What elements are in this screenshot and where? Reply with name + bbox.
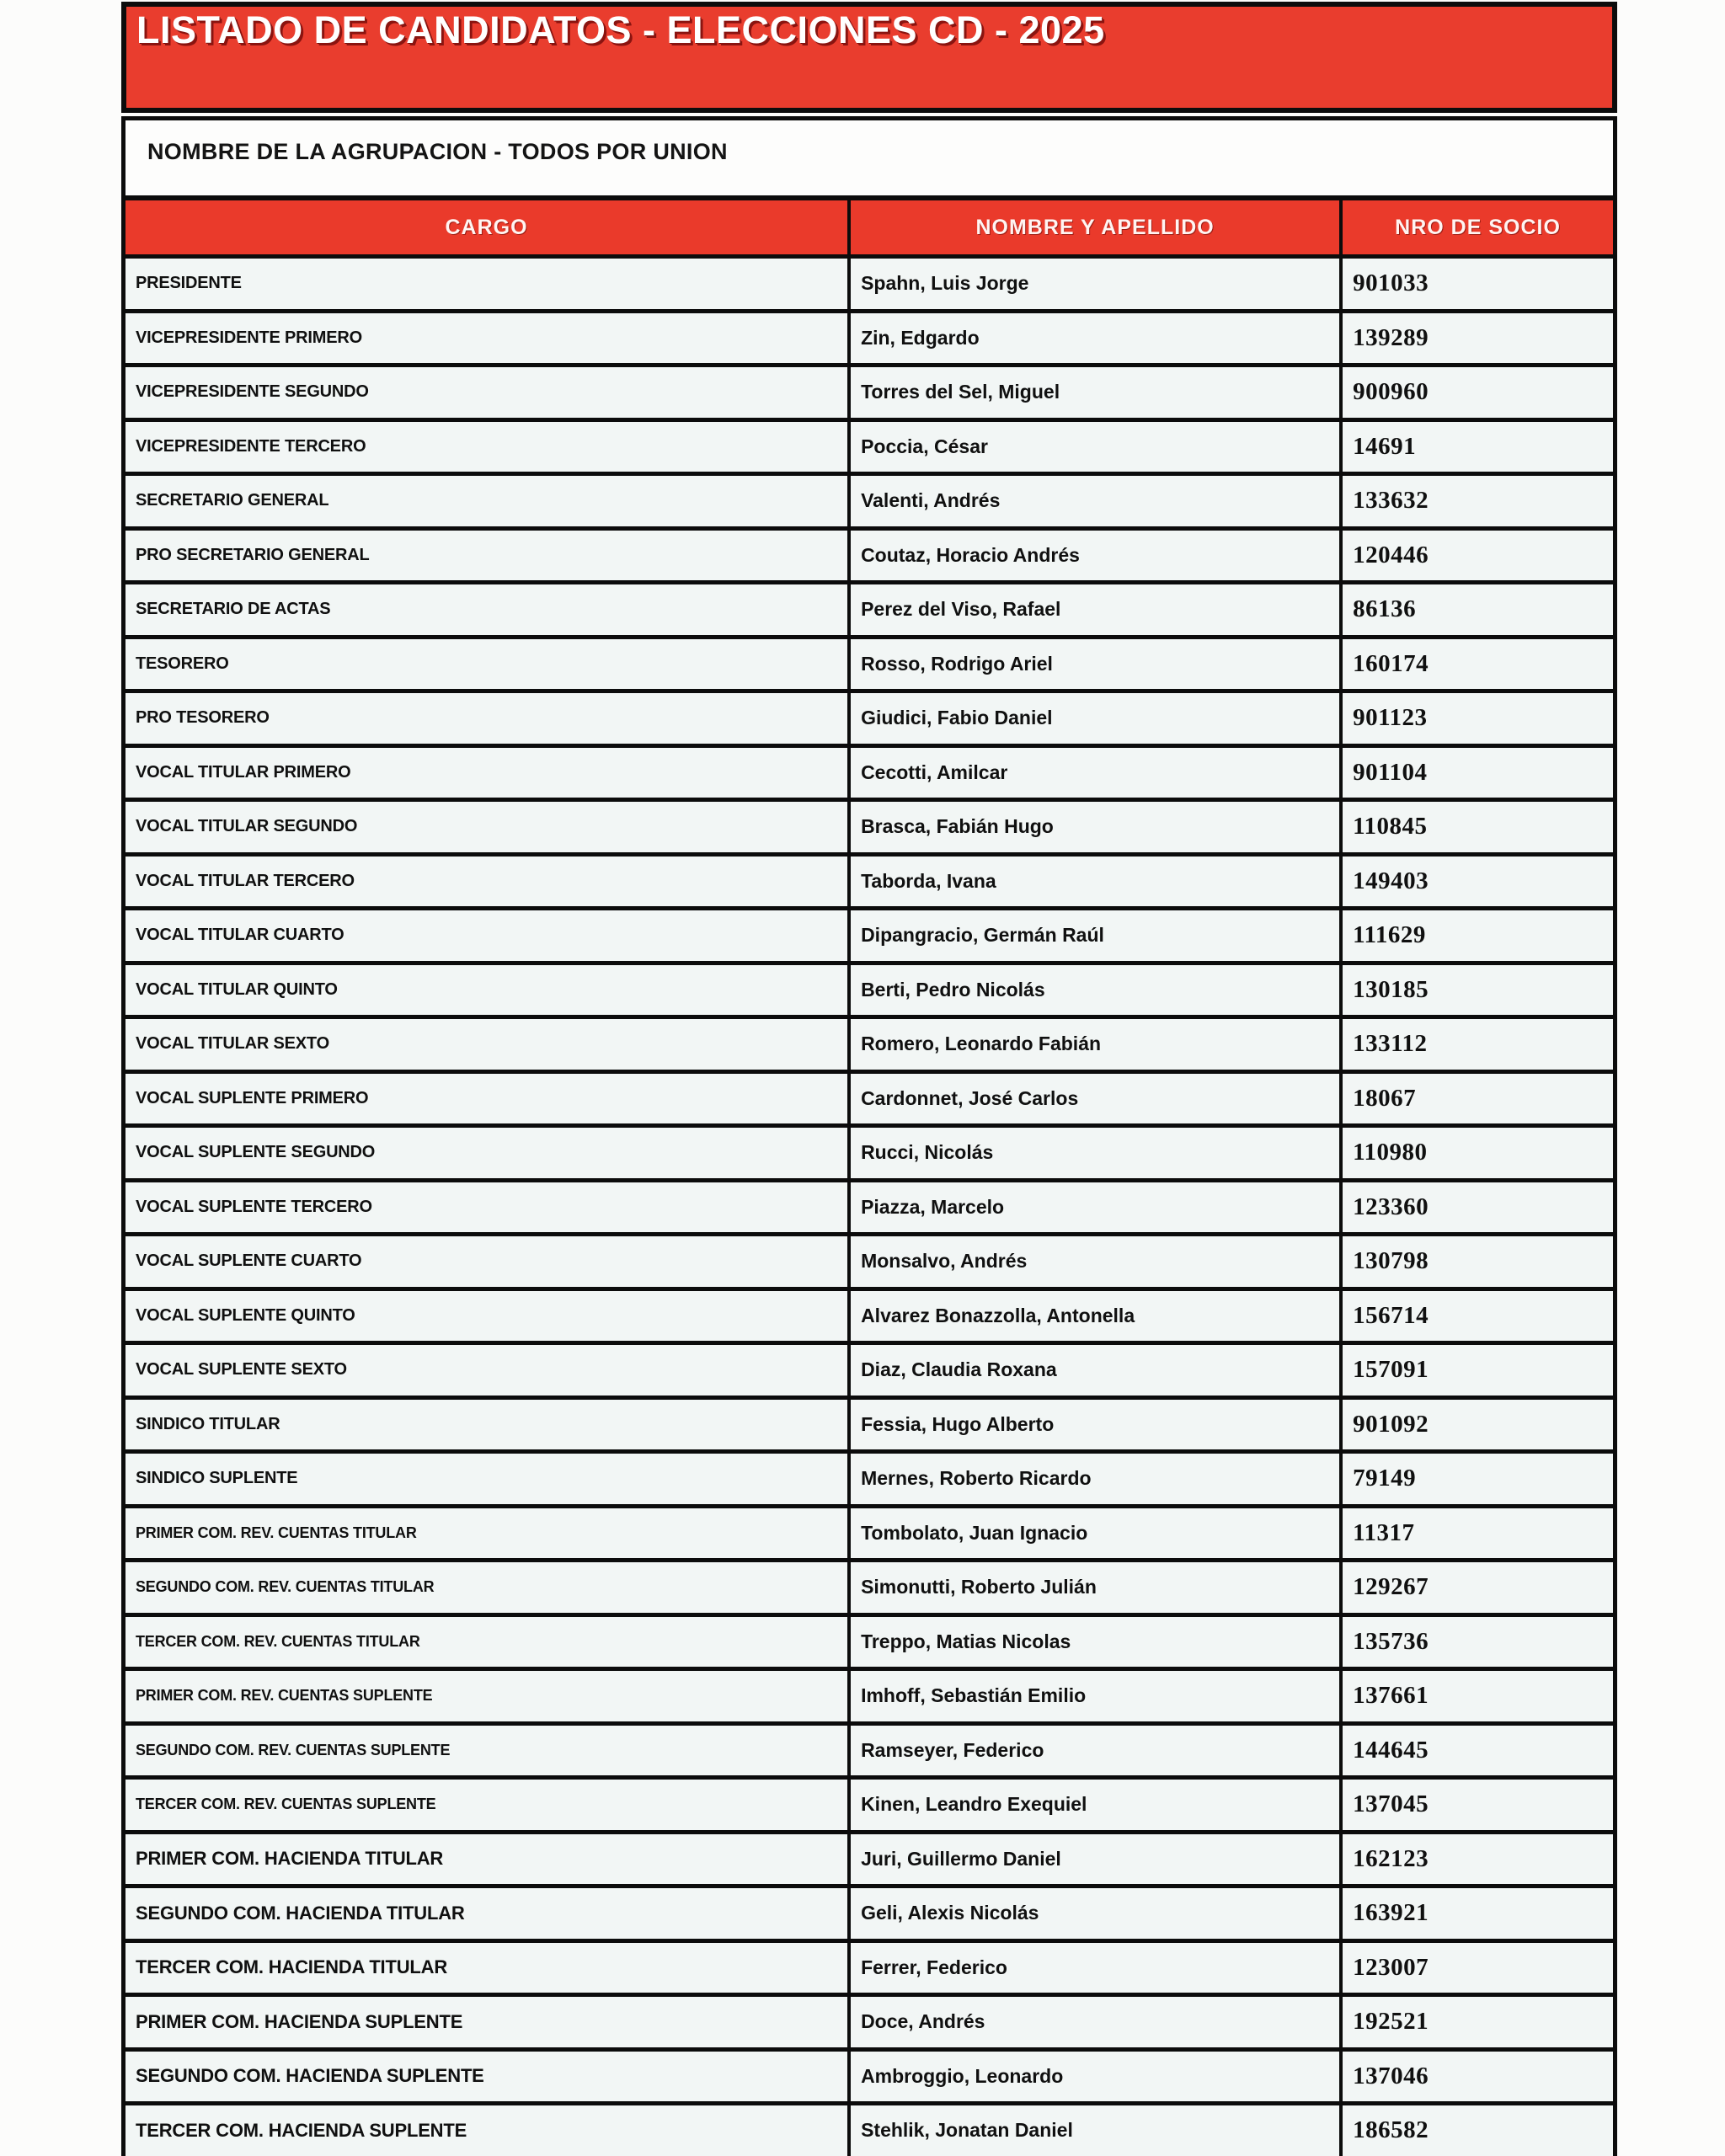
nro-socio-cell: 11317 xyxy=(1339,1508,1613,1559)
title-banner xyxy=(121,2,1617,113)
candidates-sheet xyxy=(121,116,1617,2156)
cargo-cell: PRIMER COM. REV. CUENTAS TITULAR xyxy=(136,1524,417,1541)
table-row xyxy=(126,1558,1613,1613)
table-row xyxy=(126,363,1613,418)
table-row xyxy=(126,1667,1613,1721)
nombre-cell: Stehlik, Jonatan Daniel xyxy=(847,2105,1339,2156)
nro-socio-cell: 144645 xyxy=(1339,1726,1613,1776)
nombre-cell: Zin, Edgardo xyxy=(847,313,1339,364)
table-row xyxy=(126,1775,1613,1830)
nro-socio-cell: 186582 xyxy=(1339,2105,1613,2156)
column-header-cargo: CARGO xyxy=(445,215,528,239)
table-row xyxy=(126,2047,1613,2102)
cargo-cell: PRO TESORERO xyxy=(136,708,270,728)
nombre-cell: Treppo, Matias Nicolas xyxy=(847,1617,1339,1668)
column-header-nombre: NOMBRE Y APELLIDO xyxy=(847,200,1339,254)
nro-socio-cell: 133112 xyxy=(1339,1019,1613,1070)
cargo-cell: VOCAL TITULAR CUARTO xyxy=(136,926,344,945)
nombre-cell: Monsalvo, Andrés xyxy=(847,1236,1339,1287)
nro-socio-cell: 86136 xyxy=(1339,584,1613,635)
nombre-cell: Ambroggio, Leonardo xyxy=(847,2052,1339,2102)
nro-socio-cell: 137046 xyxy=(1339,2052,1613,2102)
nro-socio-cell: 79149 xyxy=(1339,1454,1613,1504)
cargo-cell: TERCER COM. HACIENDA TITULAR xyxy=(136,1956,448,1978)
nro-socio-cell: 192521 xyxy=(1339,1997,1613,2047)
nombre-cell: Romero, Leonardo Fabián xyxy=(847,1019,1339,1070)
cargo-cell: VOCAL TITULAR QUINTO xyxy=(136,979,338,999)
nro-socio-cell: 110980 xyxy=(1339,1128,1613,1178)
nro-socio-cell: 130185 xyxy=(1339,965,1613,1016)
table-row xyxy=(126,1613,1613,1668)
nombre-cell: Doce, Andrés xyxy=(847,1997,1339,2047)
nombre-cell: Taborda, Ivana xyxy=(847,857,1339,907)
nro-socio-cell: 139289 xyxy=(1339,313,1613,364)
nro-socio-cell: 111629 xyxy=(1339,910,1613,961)
nro-socio-cell: 120446 xyxy=(1339,531,1613,581)
cargo-cell: TERCER COM. HACIENDA SUPLENTE xyxy=(136,2119,467,2141)
nro-socio-cell: 901123 xyxy=(1339,693,1613,744)
table-row xyxy=(126,1123,1613,1178)
cargo-cell: VOCAL SUPLENTE CUARTO xyxy=(136,1251,362,1271)
nombre-cell: Cardonnet, José Carlos xyxy=(847,1074,1339,1124)
table-row xyxy=(126,1993,1613,2047)
cargo-cell: VOCAL SUPLENTE SEXTO xyxy=(136,1360,347,1380)
nro-socio-cell: 123360 xyxy=(1339,1182,1613,1233)
cargo-cell: SEGUNDO COM. HACIENDA SUPLENTE xyxy=(136,2065,484,2087)
table-row xyxy=(126,472,1613,526)
cargo-cell: TERCER COM. REV. CUENTAS SUPLENTE xyxy=(136,1796,436,1813)
nombre-cell: Tombolato, Juan Ignacio xyxy=(847,1508,1339,1559)
nombre-cell: Piazza, Marcelo xyxy=(847,1182,1339,1233)
nro-socio-cell: 137661 xyxy=(1339,1671,1613,1721)
table-row xyxy=(126,906,1613,961)
table-row xyxy=(126,1287,1613,1342)
cargo-cell: VOCAL TITULAR TERCERO xyxy=(136,871,355,890)
cargo-cell: VOCAL SUPLENTE PRIMERO xyxy=(136,1088,369,1107)
table-row xyxy=(126,1721,1613,1776)
cargo-cell: VICEPRESIDENTE TERCERO xyxy=(136,436,366,456)
nombre-cell: Brasca, Fabián Hugo xyxy=(847,802,1339,852)
page-title: LISTADO DE CANDIDATOS - ELECCIONES CD - 2025 xyxy=(136,8,1105,51)
cargo-cell: PRESIDENTE xyxy=(136,274,242,293)
nombre-cell: Rucci, Nicolás xyxy=(847,1128,1339,1178)
cargo-cell: TESORERO xyxy=(136,654,229,673)
table-row xyxy=(126,2101,1613,2156)
nro-socio-cell: 149403 xyxy=(1339,857,1613,907)
nombre-cell: Giudici, Fabio Daniel xyxy=(847,693,1339,744)
cargo-cell: VOCAL SUPLENTE QUINTO xyxy=(136,1305,355,1325)
cargo-cell: VOCAL TITULAR SEGUNDO xyxy=(136,817,358,836)
nombre-cell: Alvarez Bonazzolla, Antonella xyxy=(847,1291,1339,1342)
table-row xyxy=(126,580,1613,635)
nro-socio-cell: 901033 xyxy=(1339,259,1613,309)
table-row xyxy=(126,1449,1613,1504)
cargo-cell: PRO SECRETARIO GENERAL xyxy=(136,545,370,564)
nombre-cell: Cecotti, Amilcar xyxy=(847,748,1339,798)
nro-socio-cell: 137045 xyxy=(1339,1780,1613,1830)
nro-socio-cell: 900960 xyxy=(1339,367,1613,418)
nro-socio-cell: 163921 xyxy=(1339,1888,1613,1939)
nro-socio-cell: 110845 xyxy=(1339,802,1613,852)
nombre-cell: Juri, Guillermo Daniel xyxy=(847,1834,1339,1885)
table-row xyxy=(126,309,1613,364)
nro-socio-cell: 160174 xyxy=(1339,639,1613,690)
nro-socio-cell: 133632 xyxy=(1339,476,1613,526)
nro-socio-cell: 123007 xyxy=(1339,1943,1613,1993)
cargo-cell: SEGUNDO COM. REV. CUENTAS TITULAR xyxy=(136,1578,435,1596)
nombre-cell: Simonutti, Roberto Julián xyxy=(847,1562,1339,1613)
table-row xyxy=(126,418,1613,472)
table-row xyxy=(126,744,1613,798)
cargo-cell: TERCER COM. REV. CUENTAS TITULAR xyxy=(136,1632,420,1650)
table-row xyxy=(126,1070,1613,1124)
cargo-cell: SEGUNDO COM. HACIENDA TITULAR xyxy=(136,1902,465,1924)
nro-socio-cell: 14691 xyxy=(1339,422,1613,472)
nombre-cell: Kinen, Leandro Exequiel xyxy=(847,1780,1339,1830)
nombre-cell: Berti, Pedro Nicolás xyxy=(847,965,1339,1016)
cargo-cell: VICEPRESIDENTE PRIMERO xyxy=(136,328,362,347)
nombre-cell: Mernes, Roberto Ricardo xyxy=(847,1454,1339,1504)
nombre-cell: Poccia, César xyxy=(847,422,1339,472)
table-row xyxy=(126,1341,1613,1396)
agrupacion-label: NOMBRE DE LA AGRUPACION - TODOS POR UNION xyxy=(147,139,728,164)
nro-socio-cell: 157091 xyxy=(1339,1345,1613,1396)
table-header-row xyxy=(126,195,1613,254)
table-row xyxy=(126,1396,1613,1450)
nombre-cell: Ferrer, Federico xyxy=(847,1943,1339,1993)
table-row xyxy=(126,1015,1613,1070)
table-row xyxy=(126,1504,1613,1559)
agrupacion-row xyxy=(126,120,1613,195)
cargo-cell: SECRETARIO DE ACTAS xyxy=(136,600,331,619)
table-row xyxy=(126,961,1613,1016)
nro-socio-cell: 156714 xyxy=(1339,1291,1613,1342)
nombre-cell: Spahn, Luis Jorge xyxy=(847,259,1339,309)
cargo-cell: SINDICO SUPLENTE xyxy=(136,1469,298,1488)
nombre-cell: Geli, Alexis Nicolás xyxy=(847,1888,1339,1939)
table-row xyxy=(126,635,1613,690)
nro-socio-cell: 18067 xyxy=(1339,1074,1613,1124)
nombre-cell: Rosso, Rodrigo Ariel xyxy=(847,639,1339,690)
cargo-cell: SEGUNDO COM. REV. CUENTAS SUPLENTE xyxy=(136,1741,451,1758)
cargo-cell: PRIMER COM. REV. CUENTAS SUPLENTE xyxy=(136,1687,433,1705)
cargo-cell: VOCAL TITULAR SEXTO xyxy=(136,1034,329,1054)
cargo-cell: PRIMER COM. HACIENDA TITULAR xyxy=(136,1848,444,1870)
table-row xyxy=(126,1939,1613,1993)
nombre-cell: Torres del Sel, Miguel xyxy=(847,367,1339,418)
cargo-cell: VOCAL SUPLENTE SEGUNDO xyxy=(136,1143,376,1162)
cargo-cell: VICEPRESIDENTE SEGUNDO xyxy=(136,382,369,402)
nombre-cell: Ramseyer, Federico xyxy=(847,1726,1339,1776)
table-row xyxy=(126,1232,1613,1287)
nombre-cell: Diaz, Claudia Roxana xyxy=(847,1345,1339,1396)
table-row xyxy=(126,1830,1613,1885)
table-rows xyxy=(126,254,1613,2156)
cargo-cell: VOCAL SUPLENTE TERCERO xyxy=(136,1197,372,1216)
nombre-cell: Fessia, Hugo Alberto xyxy=(847,1400,1339,1450)
column-header-nro-socio: NRO DE SOCIO xyxy=(1339,200,1613,254)
table-row xyxy=(126,798,1613,852)
nro-socio-cell: 901104 xyxy=(1339,748,1613,798)
nro-socio-cell: 130798 xyxy=(1339,1236,1613,1287)
nro-socio-cell: 129267 xyxy=(1339,1562,1613,1613)
table-row xyxy=(126,852,1613,907)
nro-socio-cell: 162123 xyxy=(1339,1834,1613,1885)
nombre-cell: Perez del Viso, Rafael xyxy=(847,584,1339,635)
cargo-cell: SECRETARIO GENERAL xyxy=(136,491,329,510)
table-row xyxy=(126,689,1613,744)
table-row xyxy=(126,526,1613,581)
nombre-cell: Coutaz, Horacio Andrés xyxy=(847,531,1339,581)
cargo-cell: VOCAL TITULAR PRIMERO xyxy=(136,762,351,782)
nro-socio-cell: 135736 xyxy=(1339,1617,1613,1668)
nombre-cell: Imhoff, Sebastián Emilio xyxy=(847,1671,1339,1721)
table-row xyxy=(126,1178,1613,1233)
nombre-cell: Valenti, Andrés xyxy=(847,476,1339,526)
cargo-cell: PRIMER COM. HACIENDA SUPLENTE xyxy=(136,2010,463,2032)
cargo-cell: SINDICO TITULAR xyxy=(136,1414,280,1433)
nro-socio-cell: 901092 xyxy=(1339,1400,1613,1450)
table-row xyxy=(126,254,1613,309)
table-row xyxy=(126,1884,1613,1939)
nombre-cell: Dipangracio, Germán Raúl xyxy=(847,910,1339,961)
